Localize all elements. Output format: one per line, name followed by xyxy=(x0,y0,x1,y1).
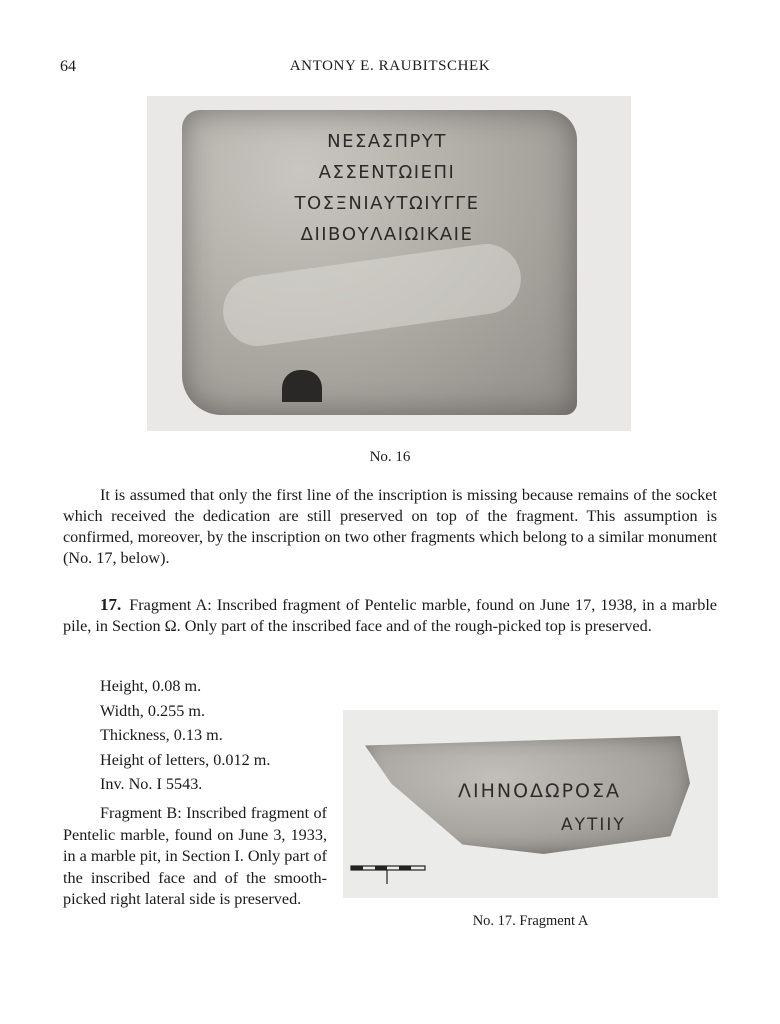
measurement-width: Width, 0.255 m. xyxy=(100,701,206,720)
inscription-line: ΝΕΣΑΣΠΡΥΤ xyxy=(327,131,447,152)
figure-caption-17: No. 17. Fragment A xyxy=(472,913,589,929)
inscription-no-16 xyxy=(247,126,527,250)
running-head: ANTONY E. RAUBITSCHEK xyxy=(289,58,491,74)
measurement-height: Height, 0.08 m. xyxy=(100,677,202,695)
paragraph-assumption: It is assumed that only the first line of the inscription is missing because remains of the socket which received the dedication are still preserved on top of the fragment. This assumption is confirmed, moreover, by the inscription on two other fragments which belong to a similar monument (No. 17, below). xyxy=(63,486,717,567)
fragment-b-description: Fragment B: Inscribed fragment of Pentelic marble, found on June 3, 1933, in a marble pit, in Section I. Only part of the inscribed face and of the smooth-picked right lateral side is preserved. xyxy=(63,804,327,908)
page-number: 64 xyxy=(60,58,76,75)
inscription-line: ΤΟΣΞΝΙΑΥΤΩΙΥΓΓΕ xyxy=(294,193,480,214)
figure-caption-16: No. 16 xyxy=(369,449,411,465)
fragment-a-description: Fragment A: Inscribed fragment of Pentelic marble, found on June 17, 1938, in a marble pile, in Section Ω. Only part of the inscribed face and of the rough-picked top is preserved. xyxy=(63,596,717,635)
measurement-letter-height: Height of letters, 0.012 m. xyxy=(100,750,271,769)
weathered-band xyxy=(219,239,526,350)
photo-no-16 xyxy=(147,96,631,431)
photo-no-17-fragment-a xyxy=(343,710,718,898)
inscription-line: ΑΣΣΕΝΤΩΙΕΠΙ xyxy=(318,162,456,183)
measurement-thickness: Thickness, 0.13 m. xyxy=(100,726,223,744)
inscription-line: ΑΥΤΙΙΥ xyxy=(561,815,626,835)
scale-bar-icon xyxy=(349,862,429,886)
inscription-line: ΔΙΙΒΟΥΛΑΙΩΙΚΑΙΕ xyxy=(300,224,474,245)
entry-number: 17. xyxy=(100,595,122,614)
inventory-number: Inv. No. I 5543. xyxy=(100,775,203,793)
paragraph-no-17 xyxy=(63,594,717,637)
inscription-line: ΛΙΗΝΟΔΩΡΟΣΑ xyxy=(458,780,621,802)
measurements-list xyxy=(100,674,270,797)
socket-recess xyxy=(282,370,322,402)
